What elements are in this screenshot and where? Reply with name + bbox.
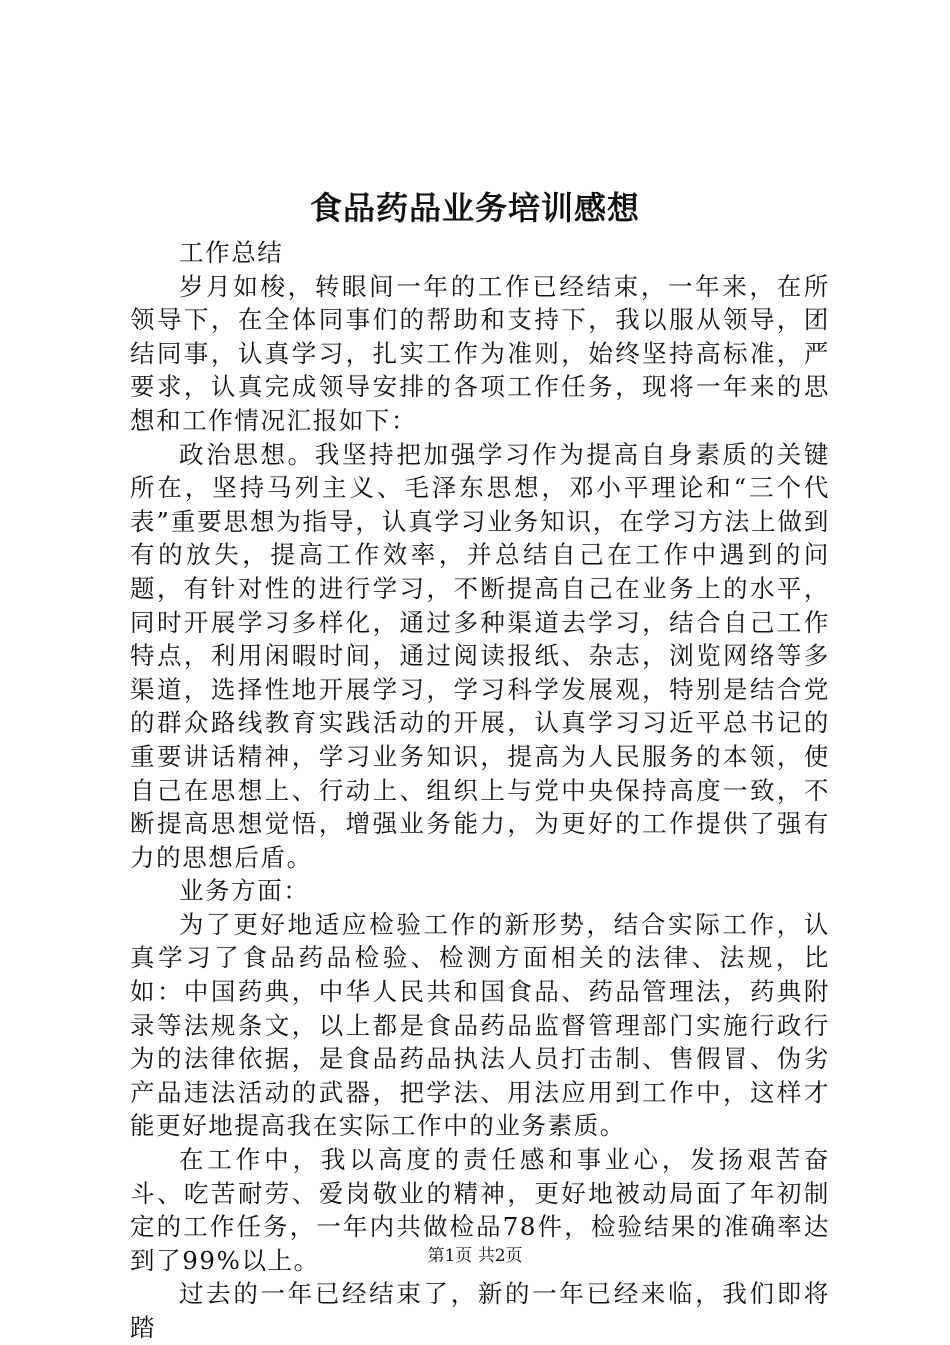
page-number-footer: 第1页 共2页 xyxy=(427,1246,523,1266)
paragraph-outlook: 过去的一年已经结束了，新的一年已经来临，我们即将踏 xyxy=(130,1279,830,1342)
paragraph-political-thought: 政治思想。我坚持把加强学习作为提高自身素质的关键所在，坚持马列主义、毛泽东思想，邓小平理论和“三个代表”重要思想为指导，认真学习业务知识，在学习方法上做到有的放失，提高工作效率，并总结自己在工作中遇到的问题，有针对性的进行学习，不断提高自己在业务上的水平，同时开展学习多样化，通过多种渠道去学习，结合自己工作特点，利用闲暇时间，通过阅读报纸、杂志，浏览网络等多渠道，选择性地开展学习，学习科学发展观，特别是结合党的群众路线教育实践活动的开展，认真学习习近平总书记的重要讲话精神，学习业务知识，提高为人民服务的本领，使自己在思想上、行动上、组织上与党中央保持高度一致，不断提高思想觉悟，增强业务能力，为更好的工作提供了强有力的思想后盾。 xyxy=(130,439,830,872)
paragraph-intro: 岁月如梭，转眼间一年的工作已经结束，一年来，在所领导下，在全体同事们的帮助和支持下，我以服从领导，团结同事，认真学习，扎实工作为准则，始终坚持高标准，严要求，认真完成领导安排的各项工作任务，现将一年来的思想和工作情况汇报如下： xyxy=(130,271,830,435)
document-body xyxy=(130,236,830,1345)
paragraph-heading-business: 业务方面： xyxy=(179,876,310,906)
document-title: 食品药品业务培训感想 xyxy=(309,189,640,227)
paragraph-work-results: 在工作中，我以高度的责任感和事业心，发扬艰苦奋斗、吃苦耐劳、爱岗敬业的精神，更好地被动局面了年初制定的工作任务，一年内共做检品78件，检验结果的准确率达到了99%以上。 xyxy=(130,1145,830,1275)
paragraph-heading-summary: 工作总结 xyxy=(179,238,284,267)
paragraph-business-study: 为了更好地适应检验工作的新形势，结合实际工作，认真学习了食品药品检验、检测方面相关的法律、法规，比如：中国药典，中华人民共和国食品、药品管理法，药典附录等法规条文，以上都是食品药品监督管理部门实施行政行为的法律依据，是食品药品执法人员打击制、售假冒、伪劣产品违法活动的武器，把学法、用法应用到工作中，这样才能更好地提高我在实际工作中的业务素质。 xyxy=(130,909,830,1141)
